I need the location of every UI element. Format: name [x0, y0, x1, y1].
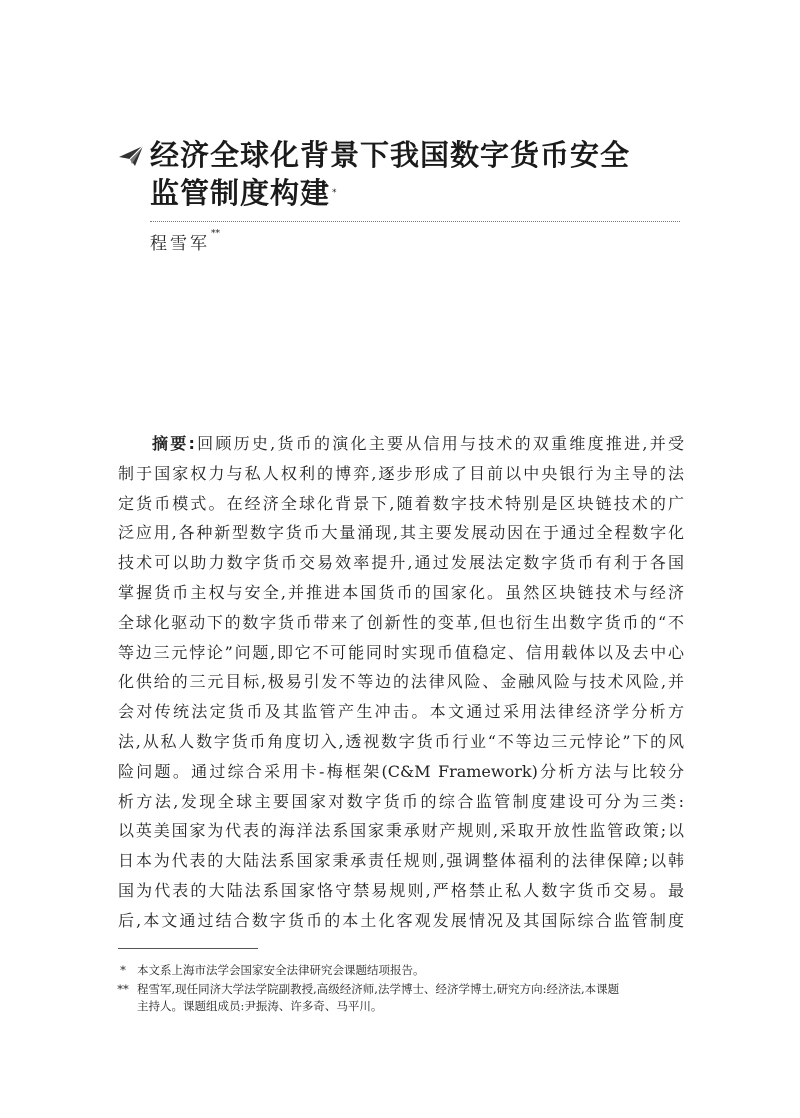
article-title-line-1: 经济全球化背景下我国数字货币安全 [150, 138, 631, 172]
abstract-line: 法,从私人数字货币角度切入,透视数字货币行业“不等边三元悖论”下的风 [118, 731, 684, 751]
send-arrow-icon [118, 144, 144, 168]
title-dotted-divider [150, 221, 680, 222]
abstract-line: 险问题。通过综合采用卡-梅框架(C&M Framework)分析方法与比较分 [118, 761, 684, 781]
footnote-text: 主持人。课题组成员:尹振涛、许多奇、马平川。 [137, 999, 383, 1013]
abstract-line: 析方法,发现全球主要国家对数字货币的综合监管制度建设可分为三类: [118, 791, 684, 811]
author-byline [150, 229, 220, 254]
footnotes [112, 962, 687, 1015]
footnote-item [112, 962, 687, 979]
abstract-label: 摘要: [152, 434, 195, 453]
abstract-line: 技术可以助力数字货币交易效率提升,通过发展法定数字货币有利于各国 [118, 553, 684, 573]
footnote-text: 本文系上海市法学会国家安全法律研究会课题结项报告。 [137, 963, 425, 977]
footnote-text: 程雪军,现任同济大学法学院副教授,高级经济师,法学博士、经济学博士,研究方向:经济法,本课题 [137, 982, 620, 996]
article-title-line-2 [150, 176, 338, 210]
abstract-line: 以英美国家为代表的海洋法系国家秉承财产规则,采取开放性监管政策;以 [118, 821, 684, 841]
abstract-line: 化供给的三元目标,极易引发不等边的法律风险、金融风险与技术风险,并 [118, 672, 684, 692]
abstract-line: 制于国家权力与私人权利的博弈,逐步形成了目前以中央银行为主导的法 [118, 463, 684, 483]
author-footnote-mark: ** [211, 229, 220, 239]
footnote-marker: ** [117, 982, 129, 996]
abstract-line-text: 回顾历史,货币的演化主要从信用与技术的双重维度推进,并受 [194, 434, 684, 453]
abstract-line: 国为代表的大陆法系国家恪守禁易规则,严格禁止私人数字货币交易。最 [118, 880, 684, 900]
author-name: 程雪军 [150, 234, 210, 254]
abstract-line: 定货币模式。在经济全球化背景下,随着数字技术特别是区块链技术的广 [118, 493, 684, 513]
abstract-line: 掌握货币主权与安全,并推进本国货币的国家化。虽然区块链技术与经济 [118, 582, 684, 602]
abstract-line: 泛应用,各种新型数字货币大量涌现,其主要发展动因在于通过全程数字化 [118, 523, 684, 543]
abstract-line [118, 429, 684, 459]
abstract-line: 等边三元悖论”问题,即它不可能同时实现币值稳定、信用载体以及去中心 [118, 642, 684, 662]
abstract-line: 全球化驱动下的数字货币带来了创新性的变革,但也衍生出数字货币的“不 [118, 612, 684, 632]
abstract-line: 会对传统法定货币及其监管产生冲击。本文通过采用法律经济学分析方 [118, 702, 684, 722]
abstract-paragraph [118, 429, 684, 936]
footnote-divider [118, 948, 258, 949]
footnote-marker: * [120, 963, 126, 977]
footnote-item [112, 981, 687, 1015]
article-title-line-2-text: 监管制度构建 [150, 176, 331, 210]
abstract-line: 日本为代表的大陆法系国家秉承责任规则,强调整体福利的法律保障;以韩 [118, 851, 684, 871]
title-footnote-mark: * [332, 188, 338, 198]
abstract-line: 后,本文通过结合数字货币的本土化客观发展情况及其国际综合监管制度 [118, 910, 684, 930]
